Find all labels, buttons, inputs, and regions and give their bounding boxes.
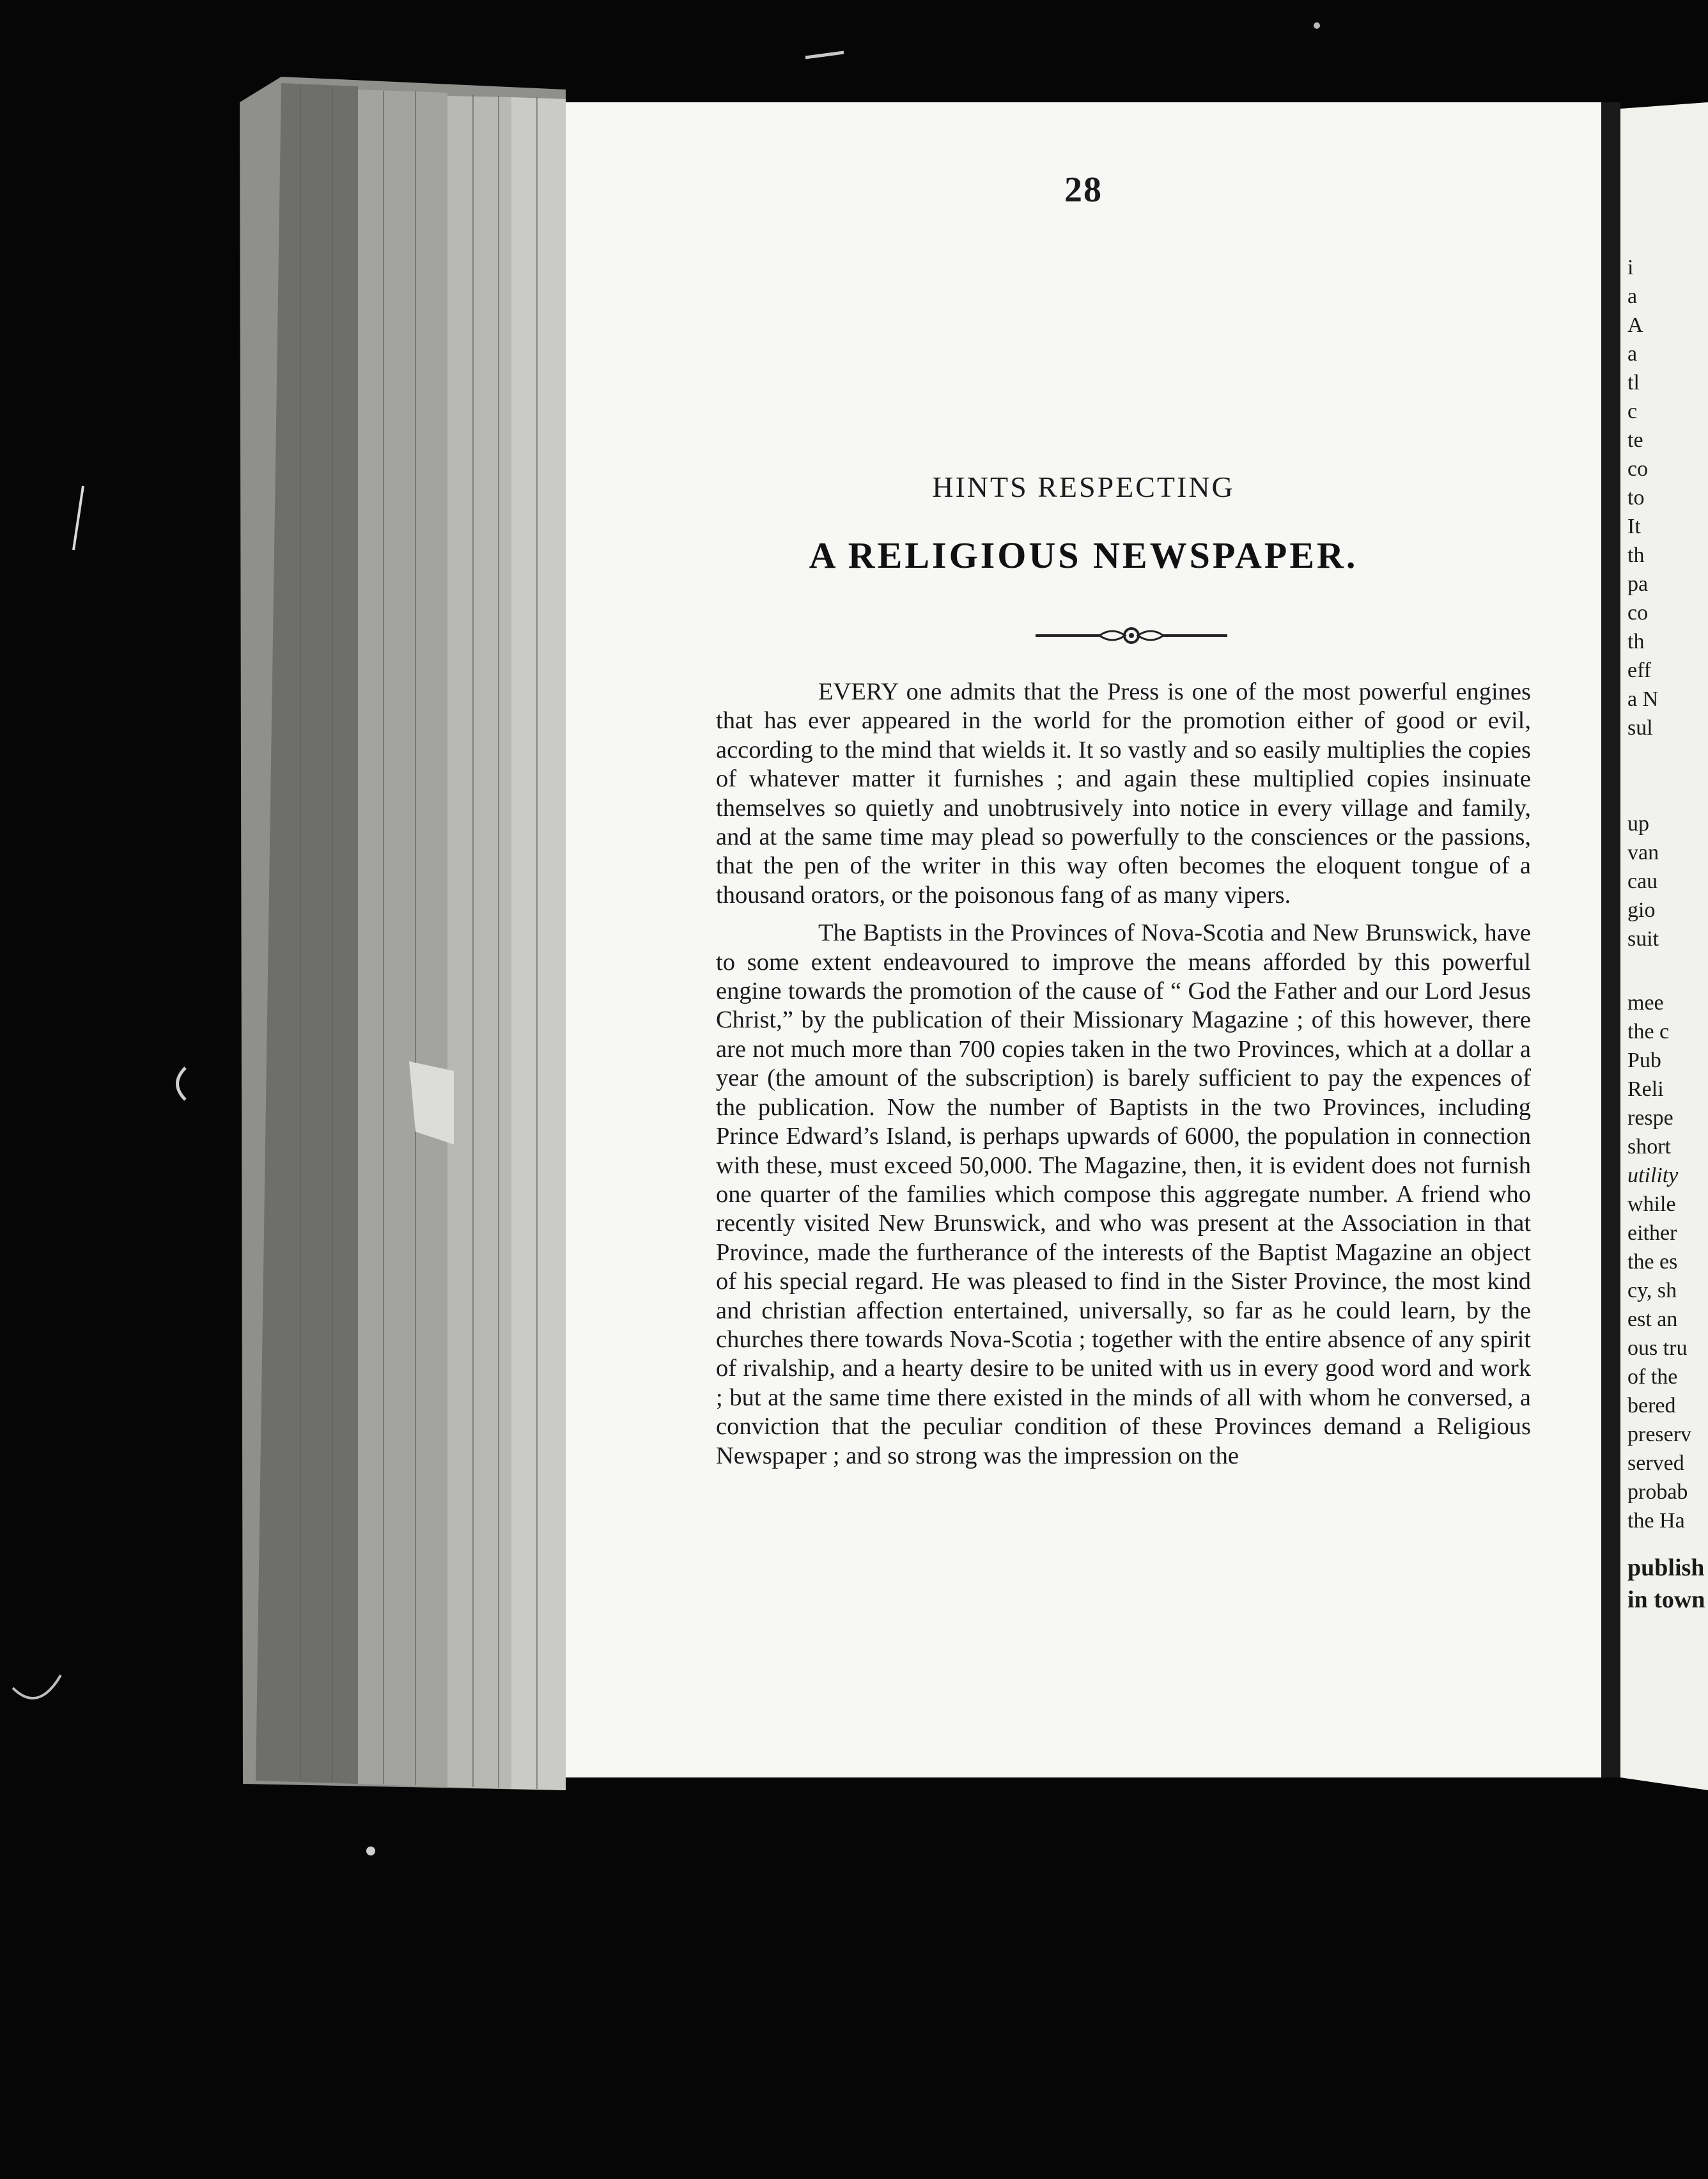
facing-fragment: c xyxy=(1627,400,1638,423)
facing-fragment: Pub xyxy=(1627,1049,1661,1072)
facing-fragment: the es xyxy=(1627,1250,1678,1274)
facing-fragment: tl xyxy=(1627,371,1640,394)
facing-fragment: a xyxy=(1627,285,1638,308)
facing-fragment: while xyxy=(1627,1192,1676,1216)
facing-fragment: bered xyxy=(1627,1394,1676,1418)
facing-fragment: co xyxy=(1627,601,1649,625)
facing-fragment: of the xyxy=(1627,1365,1678,1389)
facing-fragment: probab xyxy=(1627,1480,1688,1504)
facing-fragment: eff xyxy=(1627,659,1652,682)
facing-fragment: up xyxy=(1627,812,1649,836)
facing-fragment: a N xyxy=(1627,687,1659,711)
facing-fragment: the Ha xyxy=(1627,1509,1685,1533)
facing-fragment: gio xyxy=(1627,898,1656,922)
facing-fragment: A xyxy=(1627,313,1643,337)
paragraph-2: The Baptists in the Provinces of Nova-Scotia and New Brunswick, have to some extent endeavoured to improve the means afforded by this powerful engine towards the promotion of the cause of “ God the Father and our Lord Jesus Christ,” by the publication of their Missionary Magazine ; of this however, there are not much more than 700 copies taken in the two Provinces, which at a dollar a year (the amount of the subscription) is barely sufficient to pay the expences of the publication. Now the number of Baptists in the two Provinces, including Prince Edward’s Island, is perhaps upwards of 6000, the population in connection with these, must exceed 50,000. The Magazine, then, it is evident does not furnish one quarter of the families which compose this aggregate number. A friend who recently visited New Brunswick, and who was present at the Association in that Province, made the furtherance of the interests of the Baptist Magazine an object of his special regard. He was pleased to find in the Sister Province, the most kind and christian affection entertained, universally, so far as he could learn, by the churches there towards Nova-Scotia ; together with the entire absence of any spirit of rivalship, and a hearty desire to be united with us in every good word and work ; but at the same time there existed in the minds of all with whom he conversed, a conviction that the peculiar condition of these Provinces demand a Religious Newspaper ; and so strong was the impression on the xyxy=(716,919,1531,1469)
title-line-2: A RELIGIOUS NEWSPAPER. xyxy=(809,535,1358,576)
book-page xyxy=(566,102,1601,1777)
facing-fragment: suit xyxy=(1627,927,1659,951)
facing-fragment: the c xyxy=(1627,1020,1670,1043)
page-number: 28 xyxy=(1064,170,1103,210)
facing-fragment: served xyxy=(1627,1451,1684,1475)
facing-fragment: th xyxy=(1627,630,1645,653)
facing-fragment: ous tru xyxy=(1627,1336,1688,1360)
facing-fragment: preserv xyxy=(1627,1423,1692,1446)
facing-fragment: cy, sh xyxy=(1627,1279,1677,1302)
article-body xyxy=(716,678,1531,1471)
facing-fragment: Reli xyxy=(1627,1077,1664,1101)
ornament-divider-icon xyxy=(1036,621,1227,647)
title-line-1: HINTS RESPECTING xyxy=(932,471,1235,503)
facing-fragment: to xyxy=(1627,486,1645,510)
facing-fragment: pa xyxy=(1627,572,1649,596)
facing-fragment: either xyxy=(1627,1221,1677,1245)
facing-fragment: est an xyxy=(1627,1308,1678,1331)
facing-fragment: publish xyxy=(1627,1554,1705,1581)
facing-fragment: respe xyxy=(1627,1106,1673,1130)
facing-fragment: co xyxy=(1627,457,1649,481)
facing-fragment: in town xyxy=(1627,1586,1705,1613)
facing-fragment: sul xyxy=(1627,716,1653,740)
facing-fragment: short xyxy=(1627,1135,1671,1159)
facing-fragment: i xyxy=(1627,256,1634,279)
facing-fragment: cau xyxy=(1627,870,1658,893)
facing-fragment: utility xyxy=(1627,1164,1679,1187)
facing-fragment: a xyxy=(1627,342,1638,366)
facing-fragment: It xyxy=(1627,515,1641,538)
facing-fragment: mee xyxy=(1627,991,1664,1015)
facing-fragment: th xyxy=(1627,543,1645,567)
paragraph-1: EVERY one admits that the Press is one of the most powerful engines that has ever appeared in the world for the promotion either of good or evil, according to the mind that wields it. It so vastly and so easily multiplies the copies of whatever matter it furnishes ; and again these multiplied copies insinuate themselves so quietly and unobtrusively into notice in every village and family, and at the same time may plead so powerfully to the consciences or the passions, that the pen of the writer in this way often becomes the eloquent tongue of a thousand orators, or the poisonous fang of as many vipers. xyxy=(716,678,1531,909)
facing-fragment: van xyxy=(1627,841,1659,864)
facing-fragment: te xyxy=(1627,428,1643,452)
